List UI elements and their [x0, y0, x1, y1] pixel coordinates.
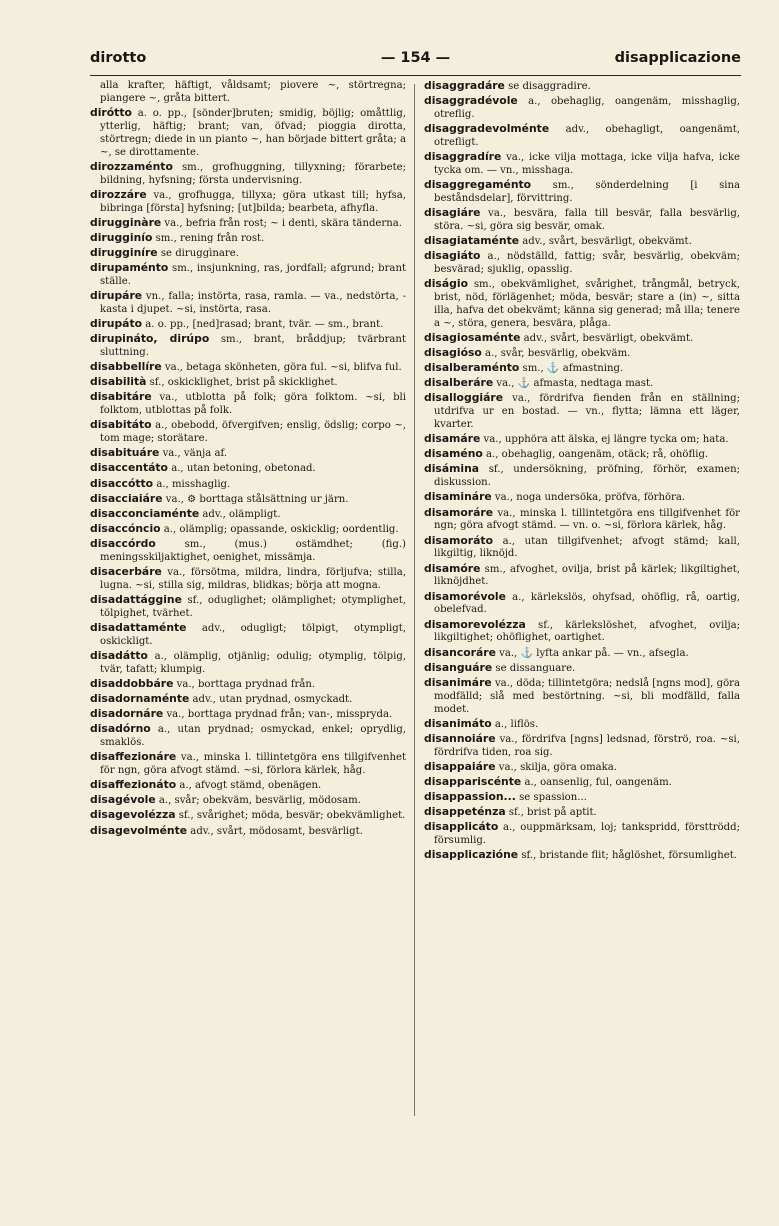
headword: disabilità: [90, 375, 147, 389]
headword: disacconciaménte: [90, 506, 200, 520]
definition: va., fördrifva fienden från en ställning; utdrifva ur en bostad. — vn., flytta; lämna ett läger, kvarter.: [434, 393, 740, 431]
headword: disagiáre: [424, 206, 481, 220]
definition: va., fördrifva [ngns] ledsnad, förströ, roa. ~si, fördrifva tiden, roa sig.: [434, 733, 740, 758]
definition: a., misshaglig.: [153, 478, 231, 490]
dictionary-entry: [90, 523, 406, 537]
definition: va., döda; tillintetgöra; nedslå [ngns mod], göra modfälld; slå med bestörtning. ~si, bli modfälld, falla modet.: [434, 677, 740, 715]
headword: disappariscénte: [424, 774, 522, 788]
dictionary-entry: [90, 538, 406, 565]
headword: disalberáre: [424, 376, 494, 390]
dictionary-entry: [424, 849, 740, 863]
definition: a., olämplig; opassande, oskicklig; oordentlig.: [160, 523, 399, 535]
dictionary-entry: [90, 217, 406, 231]
dictionary-entry: [90, 447, 406, 461]
dictionary-entry: [424, 448, 740, 462]
definition: se spassion...: [515, 791, 587, 803]
headword: disapplicazióne: [424, 848, 519, 862]
headword: disagiataménte: [424, 234, 520, 248]
definition: a., ouppmärksam, loj; tankspridd, försttrödd; försumlig.: [434, 822, 740, 847]
definition: va., besvära, falla till besvär, falla besvärlig, störa. ~si, göra sig besvär, omak.: [434, 208, 740, 232]
headword: dirugginíre: [90, 246, 158, 259]
headword: disalberaménto: [424, 361, 520, 375]
definition: sf., brist på aptit.: [505, 807, 597, 819]
definition: se diruggìnare.: [157, 248, 239, 259]
definition: va., icke vilja mottaga, icke vilja hafva, icke tycka om. — vn., misshaga.: [434, 152, 740, 176]
dictionary-entry: [90, 361, 406, 375]
definition: sm., (mus.) ostämdhet; (fig.) meningsskiljaktighet, oenighet, missämja.: [100, 538, 406, 563]
headword: dirugginío: [90, 230, 153, 244]
definition: sm., rening från rost.: [152, 232, 265, 244]
definition: vn., falla; instörta, rasa, ramla. — va., nedstörta, -kasta i djupet. ~si, instörta, rasa.: [100, 291, 406, 315]
dictionary-entry: [90, 779, 406, 793]
headword: disabitáre: [90, 390, 152, 404]
headword: disappassion...: [424, 789, 516, 803]
definition: a., obehaglig, oangenäm, misshaglig, otreflig.: [434, 96, 740, 120]
header-first-word: dirotto: [90, 50, 147, 66]
dictionary-entry: [424, 278, 740, 331]
definition: a., utan tillgifvenhet; afvogt stämd; kall, likgiltig, liknöjd.: [434, 535, 740, 560]
dictionary-entry: [90, 809, 406, 823]
headword: disappeténza: [424, 805, 506, 819]
definition: a., svår; obekväm, besvärlig, mödosam.: [155, 795, 361, 807]
definition: adv., obehagligt, oangenämt, otrefligt.: [434, 124, 740, 148]
headword: dirozzaménto: [90, 159, 173, 173]
definition: sf., kärlekslöshet, afvoghet, ovilja; likgiltighet; ohöflighet, oartighet.: [434, 619, 740, 644]
definition: va., minska l. tillintetgöra ens tillgifvenhet för ngn; göra afvogt stämd. — vn. o. ~si, förlora kärlek, håg.: [434, 507, 740, 532]
definition: va., grofhugga, tillyxa; göra utkast till; hyfsa, bibringa [första] hyfsning; [ut]bilda; bearbeta, afhyfla.: [100, 189, 406, 214]
definition: a., kärlekslös, ohyfsad, ohöflig, rå, oartig, obelefvad.: [434, 591, 740, 616]
dictionary-entry: [90, 107, 406, 160]
headword: disagiáto: [424, 249, 481, 263]
dictionary-entry: [90, 723, 406, 750]
definition: sm., insjunkning, ras, jordfall; afgrund; brant ställe.: [100, 263, 406, 287]
headword: dirupáre: [90, 289, 143, 303]
page-number: — 154 —: [380, 50, 451, 66]
headword: disadornaménte: [90, 692, 190, 706]
definition: a. o. pp., [ned]rasad; brant, tvär. — sm., brant.: [142, 319, 384, 331]
header-rule: [90, 75, 741, 76]
definition: va., vänja af.: [159, 448, 228, 460]
headword: disamináre: [424, 490, 492, 504]
dictionary-entry: [90, 80, 406, 106]
definition: alla krafter, häftigt, våldsamt; piovere ~, störtregna; piangere ~, gråta bittert.: [100, 80, 406, 104]
definition: sf., svårighet; möda, besvär; obekvämlighet.: [175, 810, 406, 822]
headword: disanimáre: [424, 675, 492, 689]
dictionary-entry: [424, 507, 740, 534]
dictionary-entry: [90, 247, 406, 261]
dictionary-entry: [424, 362, 740, 376]
definition: sm., brant, bråddjup; tvärbrant sluttning.: [100, 334, 406, 359]
dictionary-entry: [424, 433, 740, 447]
dictionary-entry: [90, 751, 406, 778]
headword: disamoráto: [424, 533, 493, 547]
definition: va., borttaga prydnad från; van-, misspryda.: [163, 709, 393, 721]
definition: adv., olämpligt.: [199, 508, 281, 520]
headword: disaggradevolménte: [424, 122, 550, 136]
headword: disadórno: [90, 722, 151, 736]
dictionary-entry: [424, 791, 740, 805]
headword: disabituáre: [90, 446, 160, 460]
headword: disappaiáre: [424, 759, 496, 773]
definition: a., svår, besvärlig, obekväm.: [481, 348, 631, 360]
dictionary-entry: [90, 650, 406, 677]
dictionary-entry: [424, 662, 740, 676]
dictionary-entry: [90, 318, 406, 332]
headword: disanimáto: [424, 716, 492, 730]
headword: disamorevolézza: [424, 617, 526, 631]
definition: va., upphöra att älska, ej längre tycka om; hata.: [480, 434, 729, 446]
dictionary-entry: [90, 622, 406, 649]
definition: se dissanguare.: [492, 662, 576, 674]
definition: sf., oskicklighet, brist på skicklighet.: [146, 377, 338, 389]
dictionary-entry: [424, 347, 740, 361]
dictionary-entry: [90, 678, 406, 692]
dictionary-entry: [90, 290, 406, 317]
dictionary-entry: [90, 376, 406, 390]
headword: dirupináto, dirúpo: [90, 332, 210, 346]
headword: disagévole: [90, 793, 156, 807]
definition: a., olämplig, otjänlig; odulig; otymplig, tölpig, tvär, tafatt; klumpig.: [100, 650, 406, 675]
dictionary-entry: [90, 693, 406, 707]
definition: va., försötma, mildra, lindra, förljufva; stilla, lugna. ~si, stilla sig, mildras, blidkas; börja att mogna.: [100, 566, 406, 591]
headword: dirótto: [90, 106, 132, 119]
headword: disadattággine: [90, 592, 182, 606]
definition: va., betaga skönheten, göra ful. ~si, blifva ful.: [161, 362, 402, 374]
dictionary-entry: [90, 391, 406, 418]
dictionary-entry: [424, 250, 740, 277]
dictionary-entry: [424, 463, 740, 490]
headword: disadátto: [90, 648, 148, 662]
right-column: [424, 80, 740, 864]
dictionary-entry: [424, 647, 740, 661]
dictionary-entry: [424, 619, 740, 646]
dictionary-entry: [424, 761, 740, 775]
definition: se disaggradire.: [504, 81, 591, 92]
definition: adv., odugligt; tölpigt, otympligt, oskickligt.: [100, 622, 406, 647]
headword: disalloggiáre: [424, 391, 504, 405]
headword: disacciaiáre: [90, 491, 163, 505]
dictionary-entry: [90, 794, 406, 808]
definition: a., utan prydnad; osmyckad, enkel; oprydlig, smaklös.: [100, 724, 406, 749]
dictionary-entry: [424, 179, 740, 206]
left-column: [90, 80, 406, 840]
headword: diságio: [424, 277, 468, 291]
definition: va., ⚓ lyfta ankar på. — vn., afsegla.: [495, 647, 689, 659]
headword: disadattaménte: [90, 620, 187, 634]
headword: disabitáto: [90, 418, 152, 432]
dictionary-entry: [424, 535, 740, 562]
definition: sf., undersökning, pröfning, förhör, examen; diskussion.: [434, 464, 740, 489]
dictionary-entry: [424, 392, 740, 432]
headword: disaccentáto: [90, 461, 168, 475]
dictionary-entry: [424, 563, 740, 590]
definition: va., noga undersöka, pröfva, förhöra.: [491, 492, 686, 504]
definition: adv., svårt, besvärligt, obekvämt.: [519, 236, 692, 248]
definition: sf., bristande flit; håglöshet, försumlighet.: [518, 850, 737, 862]
headword: dirupáto: [90, 317, 143, 331]
headword: disadornáre: [90, 707, 164, 721]
dictionary-entry: [90, 508, 406, 522]
headword: disancoráre: [424, 645, 496, 659]
dictionary-entry: [424, 821, 740, 848]
headword: disagióso: [424, 346, 482, 360]
dictionary-entry: [90, 333, 406, 360]
headword: disabbellíre: [90, 360, 162, 374]
headword: disapplicáto: [424, 820, 499, 834]
headword: disaggradáre: [424, 79, 505, 92]
headword: disaddobbáre: [90, 676, 174, 690]
headword: disaggradévole: [424, 94, 518, 108]
definition: a., utan betoning, obetonad.: [167, 463, 316, 475]
column-divider: [414, 84, 415, 1116]
dictionary-entry: [90, 708, 406, 722]
headword: disámina: [424, 462, 480, 476]
definition: va., utblotta på folk; göra folktom. ~si, bli folktom, utblottas på folk.: [100, 392, 406, 417]
dictionary-entry: [424, 806, 740, 820]
headword: dirugginàre: [90, 215, 162, 229]
definition: va., minska l. tillintetgöra ens tillgifvenhet för ngn, göra afvogt stämd. ~si, förlora kärlek, håg.: [100, 752, 406, 777]
definition: a., liflös.: [491, 718, 539, 730]
dictionary-entry: [424, 95, 740, 122]
definition: a., afvogt stämd, obenägen.: [176, 780, 322, 792]
dictionary-entry: [424, 733, 740, 760]
dictionary-entry: [424, 591, 740, 618]
headword: disanguáre: [424, 660, 493, 674]
headword: disacerbáre: [90, 564, 162, 578]
dictionary-entry: [424, 151, 740, 178]
dictionary-entry: [424, 677, 740, 717]
dictionary-entry: [424, 80, 740, 94]
headword: dirupaménto: [90, 261, 169, 275]
definition: sm., ⚓ afmastning.: [519, 363, 624, 375]
dictionary-entry: [424, 491, 740, 505]
dictionary-entry: [90, 232, 406, 246]
definition: a., obehaglig, oangenäm, otäck; rå, ohöflig.: [482, 449, 709, 461]
dictionary-entry: [90, 161, 406, 188]
headword: disagiosaménte: [424, 331, 521, 344]
definition: sm., sönderdelning [i sina beståndsdelar], förvittring.: [434, 180, 740, 204]
dictionary-entry: [424, 776, 740, 790]
definition: va., befria från rost; ~ i denti, skära tänderna.: [161, 217, 402, 229]
dictionary-entry: [90, 419, 406, 446]
definition: sm., afvoghet, ovilja, brist på kärlek; likgiltighet, liknöjdhet.: [434, 563, 740, 588]
headword: disaffezionáre: [90, 750, 177, 764]
headword: disaggregaménto: [424, 178, 532, 192]
definition: sm., obekvämlighet, svårighet, trångmål, betryck, brist, nöd, förlägenhet; möda, besvär; stare a (in) ~, sitta illa, hafva det obekvämt; känna sig generad; må illa; tenere a ~, störa, genera, besvära, plåga.: [434, 279, 740, 329]
headword: disaccóncio: [90, 521, 161, 535]
definition: sm., grofhuggning, tillyxning; förarbete; bildning, hyfsning; första undervisning.: [100, 161, 406, 186]
headword: disaggradíre: [424, 150, 502, 164]
definition: a. o. pp., [sönder]bruten; smidig, böjlig; omåttlig, ytterlig, häftig; brant; van, öfvad; pioggia dirotta, störtregn; diede in un pianto ~, han började bittert gråta; a ~, se dirottamente.: [100, 108, 406, 158]
dictionary-entry: [90, 189, 406, 216]
definition: adv., utan prydnad, osmyckadt.: [189, 694, 353, 706]
definition: va., ⚙ borttaga stålsättning ur järn.: [162, 493, 349, 505]
dictionary-entry: [90, 462, 406, 476]
dictionary-entry: [424, 332, 740, 346]
definition: a., nödställd, fattig; svår, besvärlig, obekväm; besvärad; sjuklig, opasslig.: [434, 251, 740, 276]
definition: a., oansenlig, ful, oangenäm.: [521, 776, 672, 788]
headword: disaccótto: [90, 476, 154, 490]
dictionary-entry: [90, 594, 406, 621]
headword: disamoráre: [424, 505, 494, 519]
definition: va., borttaga prydnad från.: [173, 678, 316, 690]
headword: disaffezionáto: [90, 778, 177, 792]
definition: adv., svårt, besvärligt, obekvämt.: [520, 333, 694, 344]
headword: disamáre: [424, 432, 481, 446]
page-header: [90, 50, 741, 72]
headword: disannoiáre: [424, 731, 496, 745]
dictionary-entry: [424, 123, 740, 150]
dictionary-entry: [90, 262, 406, 289]
headword: disagevolménte: [90, 823, 188, 837]
headword: disamóre: [424, 561, 481, 575]
dictionary-entry: [424, 718, 740, 732]
header-last-word: disapplicazione: [614, 50, 741, 66]
headword: disaméno: [424, 447, 483, 461]
dictionary-entry: [424, 207, 740, 234]
dictionary-entry: [90, 566, 406, 593]
definition: a., obebodd, öfvergifven; enslig, ödslig; corpo ~, tom mage; storätare.: [100, 420, 406, 445]
headword: disaccórdo: [90, 536, 156, 550]
dictionary-entry: [90, 825, 406, 839]
dictionary-entry: [90, 478, 406, 492]
headword: disagevolézza: [90, 808, 176, 822]
definition: va., skilja, göra omaka.: [495, 761, 618, 773]
definition: adv., svårt, mödosamt, besvärligt.: [187, 825, 363, 837]
definition: sf., oduglighet; olämplighet; otymplighet, tölpighet, tvärhet.: [100, 594, 406, 619]
headword: disamorévole: [424, 589, 506, 603]
headword: dirozzáre: [90, 187, 147, 201]
definition: va., ⚓ afmasta, nedtaga mast.: [493, 378, 654, 390]
dictionary-entry: [424, 235, 740, 249]
dictionary-entry: [424, 377, 740, 391]
dictionary-entry: [90, 493, 406, 507]
